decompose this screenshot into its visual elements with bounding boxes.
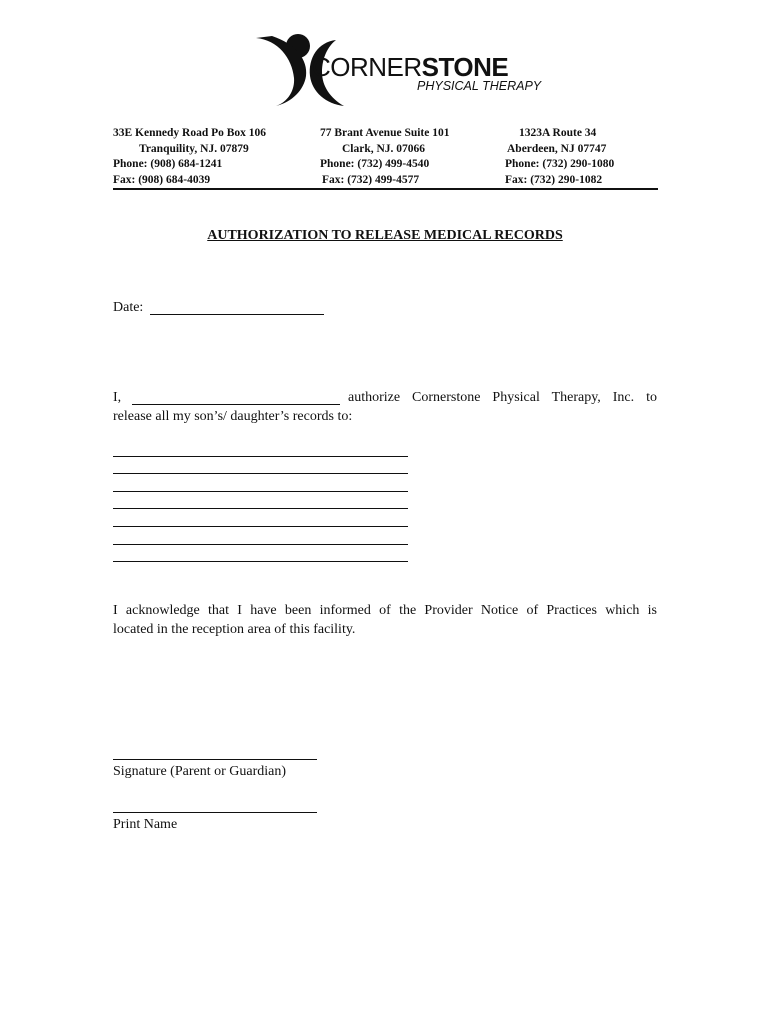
- brand-name: [312, 52, 542, 93]
- recipient-line[interactable]: [113, 544, 408, 545]
- phone: Phone: (732) 499-4540: [320, 158, 430, 170]
- phone: Phone: (732) 290-1080: [505, 158, 615, 170]
- authorize-text: authorize Cornerstone Physical Therapy, Inc. to: [348, 390, 657, 405]
- signature-label: Signature (Parent or Guardian): [113, 764, 286, 779]
- header-divider: [113, 188, 658, 190]
- recipient-line[interactable]: [113, 473, 408, 474]
- recipient-line[interactable]: [113, 526, 408, 527]
- recipient-line[interactable]: [113, 456, 408, 457]
- cornerstone-logo: [248, 28, 542, 110]
- fax: Fax: (908) 684-4039: [113, 173, 211, 186]
- signature-field[interactable]: [113, 759, 317, 760]
- location-aberdeen: [505, 126, 614, 188]
- recipient-line[interactable]: [113, 491, 408, 492]
- authorize-text-line2: release all my son’s/ daughter’s records to:: [113, 409, 353, 424]
- authorize-prefix: I,: [113, 390, 122, 405]
- recipient-line[interactable]: [113, 508, 408, 509]
- print-name-field[interactable]: [113, 812, 317, 813]
- brand-name-light: CORNER: [312, 52, 422, 82]
- name-field[interactable]: [132, 404, 340, 405]
- print-name-label: Print Name: [113, 817, 178, 832]
- address-line2: Tranquility, NJ. 07879: [139, 142, 249, 155]
- address-line2: Clark, NJ. 07066: [342, 142, 426, 155]
- fax: Fax: (732) 290-1082: [505, 173, 603, 186]
- address-line1: 1323A Route 34: [519, 127, 597, 139]
- phone: Phone: (908) 684-1241: [113, 158, 223, 170]
- brand-name-bold: STONE: [421, 52, 509, 82]
- fax: Fax: (732) 499-4577: [322, 173, 420, 186]
- date-field[interactable]: [150, 314, 324, 315]
- address-line1: 33E Kennedy Road Po Box 106: [113, 127, 267, 139]
- brand-subtitle: PHYSICAL THERAPY: [417, 79, 542, 93]
- acknowledgement-text-line2: located in the reception area of this facility.: [113, 622, 356, 637]
- acknowledgement-text: I acknowledge that I have been informed of the Provider Notice of Practices which is: [113, 603, 657, 618]
- recipient-line[interactable]: [113, 561, 408, 562]
- address-line2: Aberdeen, NJ 07747: [507, 142, 607, 155]
- location-tranquility: [113, 126, 266, 188]
- address-line1: 77 Brant Avenue Suite 101: [320, 127, 450, 139]
- form-title: AUTHORIZATION TO RELEASE MEDICAL RECORDS: [207, 228, 563, 243]
- location-clark: [320, 126, 450, 188]
- date-label: Date:: [113, 300, 144, 315]
